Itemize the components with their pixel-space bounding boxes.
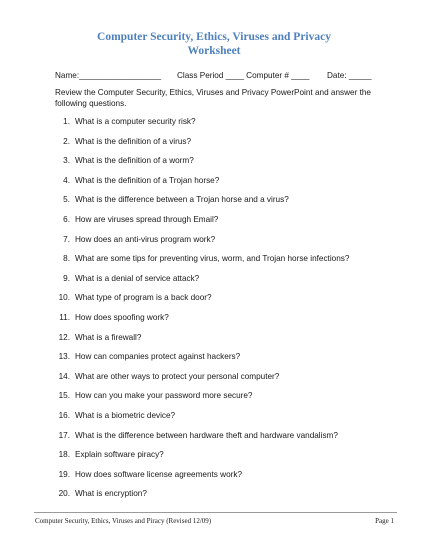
question-text: What is the difference between hardware theft and hardware vandalism? xyxy=(75,430,338,440)
question-number: 3. xyxy=(63,156,70,166)
question-text: How can companies protect against hackers? xyxy=(75,352,241,362)
question-item xyxy=(55,450,395,470)
question-number: 13. xyxy=(58,352,70,362)
question-text: What is the definition of a virus? xyxy=(75,136,192,146)
question-number: 18. xyxy=(58,450,70,460)
question-number: 5. xyxy=(63,195,70,205)
question-number: 20. xyxy=(58,489,70,499)
question-text: What are other ways to protect your personal computer? xyxy=(75,371,280,381)
question-text: How does spoofing work? xyxy=(75,312,169,322)
question-number: 10. xyxy=(58,293,70,303)
question-item xyxy=(55,215,395,235)
footer-page-number: Page 1 xyxy=(375,517,394,525)
question-number: 6. xyxy=(63,214,70,224)
question-item xyxy=(55,431,395,451)
question-text: How does software license agreements work? xyxy=(75,469,243,479)
document-title: Computer Security, Ethics, Viruses and Privacy xyxy=(97,31,331,43)
question-number: 8. xyxy=(63,254,70,264)
question-text: What is the definition of a worm? xyxy=(75,156,194,166)
instructions: Review the Computer Security, Ethics, Viruses and Privacy PowerPoint and answer the following questions. xyxy=(55,88,371,108)
question-item xyxy=(55,352,395,372)
question-item xyxy=(55,313,395,333)
question-text: What is a biometric device? xyxy=(75,410,176,420)
question-number: 16. xyxy=(58,410,70,420)
class-period-computer-field: Class Period ____ Computer # ____ xyxy=(177,71,310,80)
question-number: 15. xyxy=(58,391,70,401)
question-number: 19. xyxy=(58,469,70,479)
question-text: What is a denial of service attack? xyxy=(75,273,200,283)
question-text: What is encryption? xyxy=(75,489,147,499)
document-subtitle: Worksheet xyxy=(187,45,241,57)
question-text: Explain software piracy? xyxy=(75,450,164,460)
question-number: 11. xyxy=(59,312,70,322)
question-number: 7. xyxy=(63,234,70,244)
question-item xyxy=(55,293,395,313)
question-item xyxy=(55,176,395,196)
question-item xyxy=(55,470,395,490)
question-item xyxy=(55,235,395,255)
footer-document-info: Computer Security, Ethics, Viruses and Piracy (Revised 12/09) xyxy=(35,517,212,525)
question-text: What is the difference between a Trojan horse and a virus? xyxy=(75,195,289,205)
question-number: 14. xyxy=(58,371,70,381)
question-number: 9. xyxy=(63,273,70,283)
question-item xyxy=(55,137,395,157)
question-text: How are viruses spread through Email? xyxy=(75,214,219,224)
footer-divider xyxy=(34,512,397,513)
question-number: 1. xyxy=(63,117,70,126)
date-field: Date: _____ xyxy=(327,71,372,80)
question-text: What is a firewall? xyxy=(75,332,142,342)
question-item xyxy=(55,372,395,392)
question-item xyxy=(55,333,395,353)
question-number: 12. xyxy=(58,332,70,342)
question-item xyxy=(55,489,395,509)
question-item xyxy=(55,274,395,294)
question-number: 4. xyxy=(63,175,70,185)
question-text: How does an anti-virus program work? xyxy=(75,234,216,244)
question-item xyxy=(55,391,395,411)
question-text: What are some tips for preventing virus, worm, and Trojan horse infections? xyxy=(75,254,350,264)
question-item xyxy=(55,156,395,176)
question-number: 2. xyxy=(63,136,70,146)
question-text: What is a computer security risk? xyxy=(75,117,196,126)
question-list xyxy=(55,117,395,509)
name-field: Name:__________________ xyxy=(55,71,162,80)
question-text: What is the definition of a Trojan horse? xyxy=(75,175,220,185)
question-item xyxy=(55,117,395,137)
question-text: What type of program is a back door? xyxy=(75,293,212,303)
question-item xyxy=(55,254,395,274)
question-item xyxy=(55,411,395,431)
question-text: How can you make your password more secure? xyxy=(75,391,253,401)
question-item xyxy=(55,195,395,215)
question-number: 17. xyxy=(58,430,70,440)
